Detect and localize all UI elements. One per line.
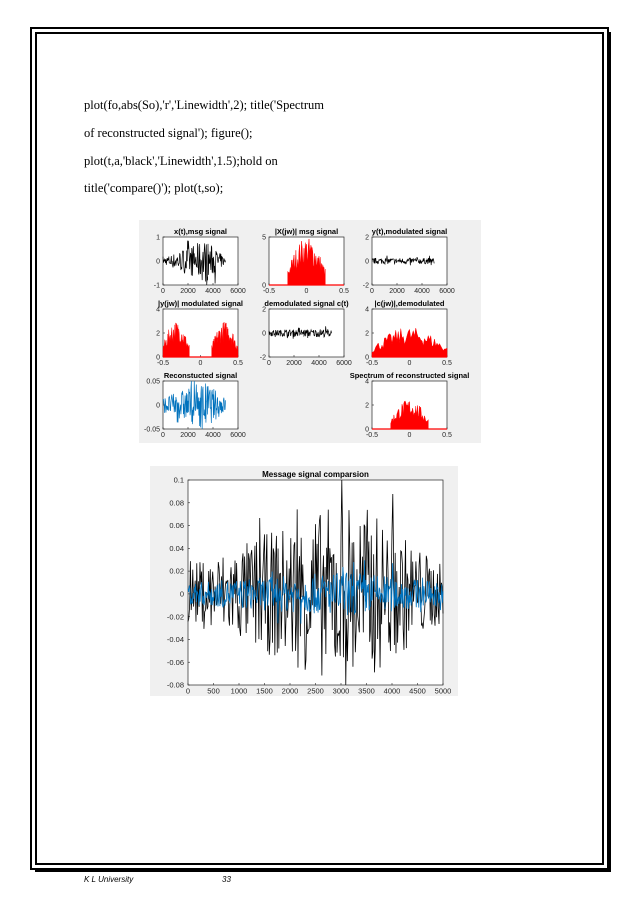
x-tick-label: 0.5 bbox=[442, 360, 452, 367]
x-tick-label: 0.5 bbox=[233, 360, 243, 367]
y-tick-label: 0 bbox=[262, 282, 266, 290]
plot-axes bbox=[365, 299, 452, 367]
x-tick-label: -0.5 bbox=[156, 360, 170, 367]
y-tick-label: 2 bbox=[365, 330, 369, 338]
plot-title: |c(jw)|,demodulated bbox=[374, 299, 445, 308]
x-tick-label: 2500 bbox=[307, 686, 324, 696]
x-tick-label: 2000 bbox=[281, 686, 299, 696]
code-line: of reconstructed signal'); figure(); bbox=[84, 126, 253, 140]
x-tick-label: 2000 bbox=[286, 360, 302, 367]
y-tick-label: 4 bbox=[156, 306, 160, 314]
plot-title: Message signal comparsion bbox=[262, 470, 369, 479]
y-tick-label: 0 bbox=[365, 258, 369, 266]
x-tick-label: 0 bbox=[161, 288, 165, 295]
x-tick-label: 0.5 bbox=[442, 432, 452, 439]
plot-title: demodulated signal c(t) bbox=[264, 299, 349, 308]
x-tick-label: 4500 bbox=[409, 686, 426, 696]
y-tick-label: 0.02 bbox=[169, 566, 184, 576]
comparison-figure bbox=[150, 466, 458, 696]
x-tick-label: 4000 bbox=[205, 432, 221, 439]
x-tick-label: 3000 bbox=[332, 686, 350, 696]
y-tick-label: 5 bbox=[262, 234, 266, 242]
plot-axes bbox=[144, 371, 246, 439]
plot-title: y(t),modulated signal bbox=[371, 227, 448, 236]
y-tick-label: 2 bbox=[262, 306, 266, 314]
x-tick-label: 4000 bbox=[205, 288, 221, 295]
footer-institution: K L University bbox=[84, 875, 134, 884]
x-tick-label: 1000 bbox=[230, 686, 248, 696]
y-tick-label: 0 bbox=[156, 258, 160, 266]
y-tick-label: 4 bbox=[365, 306, 369, 314]
x-tick-label: -0.5 bbox=[365, 432, 379, 439]
x-tick-label: 6000 bbox=[439, 288, 455, 295]
x-tick-label: 0 bbox=[304, 288, 309, 295]
x-tick-label: 5000 bbox=[434, 686, 452, 696]
plot-title: x(t),msg signal bbox=[174, 227, 227, 236]
x-tick-label: 0.5 bbox=[339, 288, 349, 295]
y-tick-label: -0.08 bbox=[166, 680, 184, 690]
subplot-figure-canvas bbox=[139, 220, 481, 443]
page-border-shadow bbox=[35, 869, 611, 872]
y-tick-label: 0.1 bbox=[173, 475, 184, 485]
y-tick-label: -1 bbox=[153, 282, 160, 290]
x-tick-label: 3500 bbox=[358, 686, 375, 696]
footer-page-number: 33 bbox=[222, 875, 231, 884]
x-tick-label: 4000 bbox=[311, 360, 327, 367]
code-line: plot(t,a,'black','Linewidth',1.5);hold on bbox=[84, 154, 278, 168]
y-tick-label: -2 bbox=[362, 282, 369, 290]
y-tick-label: 0.06 bbox=[169, 521, 184, 531]
x-tick-label: -0.5 bbox=[262, 288, 276, 295]
plot-title: |y(jw)| modulated signal bbox=[157, 299, 244, 308]
plot-title: Reconstucted signal bbox=[163, 371, 238, 380]
y-tick-label: -2 bbox=[259, 354, 266, 362]
comparison-figure-canvas bbox=[150, 466, 458, 696]
y-tick-label: 0 bbox=[365, 354, 369, 362]
plot-title: Spectrum of reconstructed signal bbox=[349, 371, 470, 380]
x-tick-label: 1500 bbox=[256, 686, 273, 696]
plot-axes bbox=[167, 470, 451, 696]
x-tick-label: 0 bbox=[267, 360, 271, 367]
plot-axes bbox=[260, 299, 352, 367]
plot-axes bbox=[350, 371, 470, 439]
y-tick-label: 0 bbox=[156, 354, 160, 362]
x-tick-label: 6000 bbox=[230, 288, 246, 295]
y-tick-label: 0.04 bbox=[169, 543, 184, 553]
x-tick-label: 4000 bbox=[414, 288, 430, 295]
x-tick-label: 6000 bbox=[230, 432, 246, 439]
plot-axes bbox=[156, 299, 243, 367]
y-tick-label: 4 bbox=[365, 378, 369, 386]
x-tick-label: 0 bbox=[407, 360, 412, 367]
x-tick-label: -0.5 bbox=[365, 360, 379, 367]
x-tick-label: 2000 bbox=[180, 432, 196, 439]
y-tick-label: -0.05 bbox=[144, 426, 160, 434]
plot-axes bbox=[262, 227, 349, 295]
y-tick-label: -0.02 bbox=[166, 612, 184, 622]
y-tick-label: -0.04 bbox=[166, 635, 184, 645]
y-tick-label: 2 bbox=[365, 402, 369, 410]
subplot-figure bbox=[139, 220, 481, 443]
x-tick-label: 500 bbox=[207, 686, 220, 696]
x-tick-label: 2000 bbox=[389, 288, 405, 295]
y-tick-label: 0 bbox=[156, 402, 160, 410]
plot-area bbox=[372, 237, 447, 285]
y-tick-label: 1 bbox=[156, 234, 160, 242]
x-tick-label: 0 bbox=[185, 686, 191, 696]
y-tick-label: 2 bbox=[365, 234, 369, 242]
plot-axes bbox=[154, 227, 246, 295]
code-line: title('compare()'); plot(t,so); bbox=[84, 181, 224, 195]
y-tick-label: 0 bbox=[365, 426, 369, 434]
y-tick-label: 0 bbox=[179, 589, 184, 599]
x-tick-label: 0 bbox=[407, 432, 412, 439]
plot-axes bbox=[363, 227, 455, 295]
x-tick-label: 2000 bbox=[180, 288, 196, 295]
y-tick-label: 0 bbox=[262, 330, 266, 338]
y-tick-label: 0.08 bbox=[169, 498, 184, 508]
x-tick-label: 0 bbox=[161, 432, 165, 439]
x-tick-label: 0 bbox=[198, 360, 203, 367]
y-tick-label: 0.05 bbox=[146, 378, 160, 386]
y-tick-label: 2 bbox=[156, 330, 160, 338]
x-tick-label: 6000 bbox=[336, 360, 352, 367]
plot-title: |X(jw)| msg signal bbox=[274, 227, 339, 236]
x-tick-label: 4000 bbox=[383, 686, 401, 696]
x-tick-label: 0 bbox=[370, 288, 374, 295]
code-line: plot(fo,abs(So),'r','Linewidth',2); title('Spectrum bbox=[84, 98, 325, 112]
y-tick-label: -0.06 bbox=[166, 657, 184, 667]
page-border-shadow bbox=[608, 32, 611, 872]
